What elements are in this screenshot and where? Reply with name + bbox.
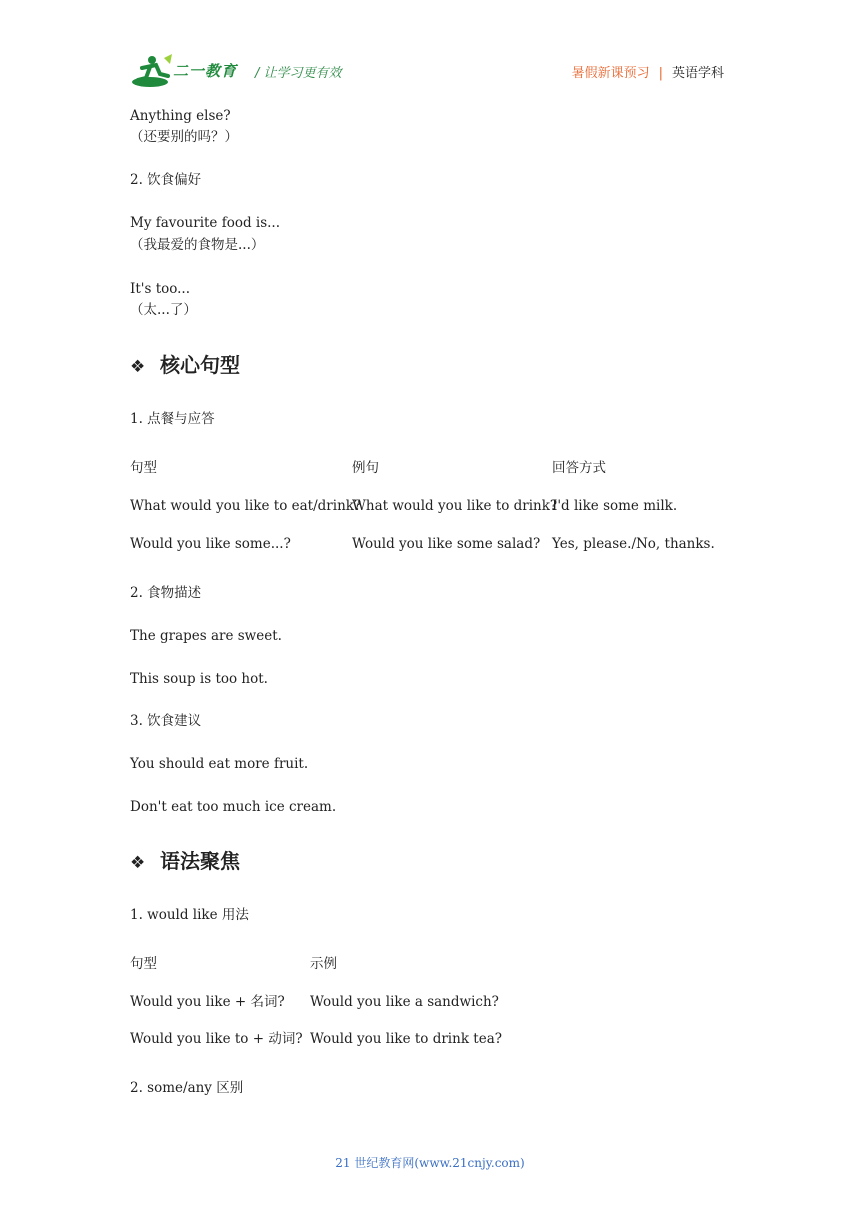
section-heading-grammar-focus	[130, 848, 240, 876]
table-cell: I'd like some milk.	[552, 498, 678, 514]
subheading: 2. 食物描述	[130, 585, 202, 601]
table-cell: Would you like some...?	[130, 536, 291, 552]
text-line: My favourite food is...	[130, 215, 281, 231]
slogan: / 让学习更有效	[255, 66, 342, 81]
subheading: 2. 饮食偏好	[130, 172, 202, 188]
section-title: 核心句型	[160, 353, 240, 377]
table-header: 示例	[310, 956, 337, 972]
table-header: 句型	[130, 460, 157, 476]
subheading: 1. would like 用法	[130, 907, 249, 923]
runner-logo-icon	[130, 54, 174, 90]
table-cell: What would you like to eat/drink?	[130, 498, 362, 514]
table-header: 句型	[130, 956, 157, 972]
text-line: You should eat more fruit.	[130, 756, 309, 772]
table-header: 回答方式	[552, 460, 606, 476]
text-line: It's too...	[130, 281, 191, 297]
text-line: （太...了）	[130, 302, 197, 318]
diamond-bullet-icon: ❖	[130, 357, 146, 377]
text-line: Anything else?	[130, 108, 231, 124]
table-cell: Would you like + 名词?	[130, 994, 285, 1010]
table-cell: Would you like to drink tea?	[310, 1031, 502, 1047]
subheading: 3. 饮食建议	[130, 713, 202, 729]
text-line: （还要别的吗？）	[130, 129, 238, 145]
page-footer: 21 世纪教育网(www.21cnjy.com)	[335, 1156, 525, 1170]
logo-text: 二一教育	[173, 62, 238, 80]
subject-tag: 英语学科	[671, 66, 724, 81]
diamond-bullet-icon: ❖	[130, 853, 146, 873]
header-tags	[572, 62, 724, 81]
header-separator: |	[658, 66, 663, 81]
brand-logo	[130, 54, 242, 92]
table-cell: Would you like some salad?	[352, 536, 541, 552]
text-line: This soup is too hot.	[130, 671, 268, 687]
table-cell: What would you like to drink?	[352, 498, 558, 514]
text-line: Don't eat too much ice cream.	[130, 799, 337, 815]
course-tag: 暑假新课预习	[571, 66, 650, 81]
table-cell: Would you like to + 动词?	[130, 1031, 303, 1047]
text-line: The grapes are sweet.	[130, 628, 282, 644]
subheading: 2. some/any 区别	[130, 1080, 244, 1096]
section-heading-core-sentences	[130, 352, 240, 380]
table-header: 例句	[352, 460, 379, 476]
page-header	[0, 0, 860, 100]
subheading: 1. 点餐与应答	[130, 411, 215, 427]
table-cell: Yes, please./No, thanks.	[552, 536, 715, 552]
section-title: 语法聚焦	[160, 849, 240, 873]
text-line: （我最爱的食物是...）	[130, 237, 265, 253]
table-cell: Would you like a sandwich?	[310, 994, 499, 1010]
